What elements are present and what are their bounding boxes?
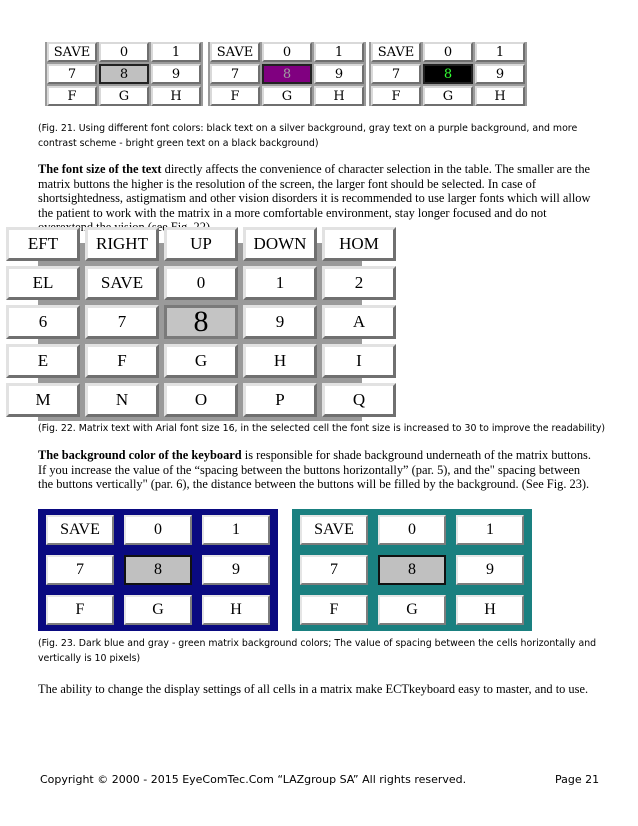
footer-copyright: Copyright © 2000 - 2015 EyeComTec.Com “LAZgroup SA” All rights reserved.: [40, 773, 467, 786]
matrix-cell[interactable]: 7: [371, 64, 421, 84]
matrix-cell[interactable]: F: [47, 86, 97, 106]
matrix-selected-cell[interactable]: 8: [423, 64, 473, 84]
matrix-cell[interactable]: 7: [210, 64, 260, 84]
figure-21-caption: (Fig. 21. Using different font colors: black text on a silver background, gray text on a purple background, and more contrast scheme - bright green text on a black background): [38, 123, 578, 149]
background-gray-green: [292, 509, 532, 631]
matrix-cell[interactable]: 9: [243, 305, 317, 339]
matrix-cell[interactable]: 0: [378, 515, 446, 545]
matrix-cell[interactable]: 7: [85, 305, 159, 339]
color-scheme-black-on-silver: [45, 42, 203, 106]
figure-22-caption: (Fig. 22. Matrix text with Arial font size 16, in the selected cell the font size is increased to 30 to improve the readability): [38, 423, 606, 434]
matrix-cell[interactable]: H: [456, 595, 524, 625]
matrix-cell[interactable]: F: [85, 344, 159, 378]
matrix-cell[interactable]: HOM: [322, 227, 396, 261]
background-dark-blue: [38, 509, 278, 631]
font-size-paragraph: The font size of the text directly affects the convenience of character selection in the table. The smaller are the matrix buttons the higher is the resolution of the screen, the larger font should be selected. In case of shortsightedness, astigmatism and other vision disorders it is recommended to use larger fonts which will allow the patient to work with the matrix in a more comfortable environment, stay longer focused and do not: [38, 162, 591, 220]
matrix-cell[interactable]: H: [475, 86, 525, 106]
matrix-cell[interactable]: RIGHT: [85, 227, 159, 261]
matrix-cell[interactable]: 1: [202, 515, 270, 545]
matrix-cell[interactable]: 9: [202, 555, 270, 585]
matrix-cell[interactable]: 9: [475, 64, 525, 84]
final-paragraph: The ability to change the display settings of all cells in a matrix make ECTkeyboard easy to master, and to use.: [38, 682, 589, 696]
matrix-cell[interactable]: N: [85, 383, 159, 417]
matrix-cell[interactable]: 1: [456, 515, 524, 545]
matrix-cell[interactable]: 1: [243, 266, 317, 300]
figure-22-large-font-matrix: [27, 234, 379, 421]
matrix-cell[interactable]: 0: [124, 515, 192, 545]
matrix-selected-cell[interactable]: 8: [378, 555, 446, 585]
figure-23-caption: (Fig. 23. Dark blue and gray - green matrix background colors; The value of spacing between the cells horizontally and vertically is 10 pixels): [38, 638, 597, 664]
matrix-cell[interactable]: G: [164, 344, 238, 378]
matrix-cell[interactable]: F: [46, 595, 114, 625]
background-color-paragraph: The background color of the keyboard is responsible for shade background underneath of the matrix buttons. If you increase the value of the “spacing between the buttons horizontally” (par. 5), and the" spacing between the buttons vertically" (par. 6), the distance between the buttons will be filled by the background. (See Fig. 23).: [38, 448, 591, 492]
matrix-cell[interactable]: M: [6, 383, 80, 417]
matrix-cell[interactable]: I: [322, 344, 396, 378]
matrix-cell[interactable]: 9: [151, 64, 201, 84]
matrix-cell[interactable]: P: [243, 383, 317, 417]
matrix-cell[interactable]: G: [262, 86, 312, 106]
matrix-cell[interactable]: H: [151, 86, 201, 106]
matrix-cell[interactable]: 1: [475, 42, 525, 62]
matrix-cell[interactable]: H: [314, 86, 364, 106]
matrix-cell[interactable]: A: [322, 305, 396, 339]
matrix-selected-cell[interactable]: 8: [99, 64, 149, 84]
matrix-selected-cell[interactable]: 8: [262, 64, 312, 84]
matrix-cell[interactable]: G: [99, 86, 149, 106]
matrix-selected-cell[interactable]: 8: [164, 305, 238, 339]
matrix-cell[interactable]: 0: [262, 42, 312, 62]
matrix-cell[interactable]: SAVE: [300, 515, 368, 545]
matrix-cell[interactable]: EL: [6, 266, 80, 300]
matrix-cell[interactable]: 2: [322, 266, 396, 300]
matrix-cell[interactable]: 0: [164, 266, 238, 300]
matrix-cell[interactable]: EFT: [6, 227, 80, 261]
matrix-cell[interactable]: 0: [423, 42, 473, 62]
matrix-cell[interactable]: DOWN: [243, 227, 317, 261]
matrix-cell[interactable]: 7: [47, 64, 97, 84]
background-color-heading: The background color of the keyboard: [38, 448, 242, 462]
matrix-cell[interactable]: H: [202, 595, 270, 625]
matrix-cell[interactable]: F: [300, 595, 368, 625]
matrix-selected-cell[interactable]: 8: [124, 555, 192, 585]
matrix-cell[interactable]: G: [423, 86, 473, 106]
matrix-cell[interactable]: 7: [300, 555, 368, 585]
matrix-cell[interactable]: O: [164, 383, 238, 417]
matrix-cell[interactable]: 1: [314, 42, 364, 62]
matrix-cell[interactable]: 1: [151, 42, 201, 62]
matrix-cell[interactable]: SAVE: [46, 515, 114, 545]
matrix-cell[interactable]: SAVE: [210, 42, 260, 62]
matrix-cell[interactable]: SAVE: [85, 266, 159, 300]
matrix-cell[interactable]: E: [6, 344, 80, 378]
matrix-cell[interactable]: F: [210, 86, 260, 106]
matrix-cell[interactable]: 9: [456, 555, 524, 585]
matrix-cell[interactable]: SAVE: [47, 42, 97, 62]
matrix-cell[interactable]: F: [371, 86, 421, 106]
matrix-cell[interactable]: G: [124, 595, 192, 625]
matrix-cell[interactable]: 7: [46, 555, 114, 585]
color-scheme-green-on-black: [369, 42, 527, 106]
matrix-cell[interactable]: Q: [322, 383, 396, 417]
matrix-cell[interactable]: G: [378, 595, 446, 625]
matrix-cell[interactable]: 9: [314, 64, 364, 84]
color-scheme-gray-on-purple: [208, 42, 366, 106]
footer-page-number: Page 21: [555, 773, 600, 786]
font-size-heading: The font size of the text: [38, 162, 162, 176]
matrix-cell[interactable]: UP: [164, 227, 238, 261]
matrix-cell[interactable]: 0: [99, 42, 149, 62]
matrix-cell[interactable]: H: [243, 344, 317, 378]
matrix-cell[interactable]: SAVE: [371, 42, 421, 62]
matrix-cell[interactable]: 6: [6, 305, 80, 339]
